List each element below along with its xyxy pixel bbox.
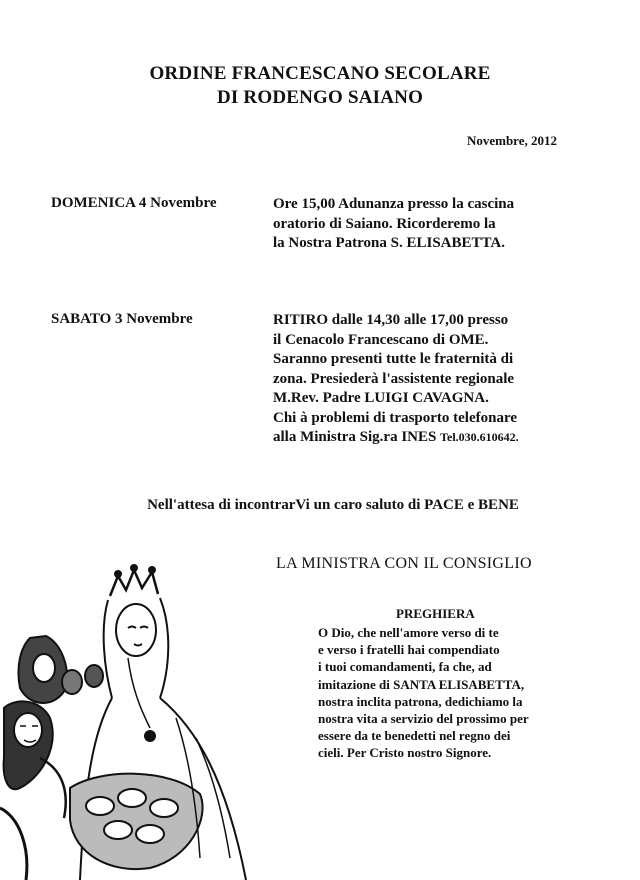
event-sunday-label: DOMENICA 4 Novembre: [51, 195, 217, 211]
event-saturday-label: SABATO 3 Novembre: [51, 311, 193, 327]
prayer-line: i tuoi comandamenti, fa che, ad: [318, 659, 492, 675]
document-title-line1: ORDINE FRANCESCANO SECOLARE: [149, 63, 491, 84]
event-sunday-line: oratorio di Saiano. Ricorderemo la: [273, 215, 496, 232]
greeting-text: Nell'attesa di incontrarVi un caro saluto di PACE e BENE: [147, 497, 519, 513]
document-date: Novembre, 2012: [466, 133, 557, 148]
prayer-line: essere da te benedetti nel regno dei: [318, 728, 511, 744]
prayer-line: O Dio, che nell'amore verso di te: [318, 625, 499, 640]
prayer-line: cieli. Per Cristo nostro Signore.: [318, 745, 492, 761]
saint-elisabeth-illustration: [0, 558, 262, 880]
event-saturday-line: RITIRO dalle 14,30 alle 17,00 presso: [273, 312, 509, 328]
event-sunday-line: Ore 15,00 Adunanza presso la cascina: [273, 196, 515, 212]
prayer-line: e verso i fratelli hai compendiato: [318, 642, 500, 658]
event-saturday-description: [273, 311, 603, 448]
event-sunday-line: la Nostra Patrona S. ELISABETTA.: [273, 235, 505, 251]
event-saturday-contact: alla Ministra Sig.ra INES: [273, 429, 437, 445]
signature-text: LA MINISTRA CON IL CONSIGLIO: [276, 555, 532, 572]
prayer-body: [318, 624, 618, 762]
prayer-line: imitazione di SANTA ELISABETTA,: [318, 676, 525, 692]
event-saturday-line: il Cenacolo Francescano di OME.: [273, 331, 489, 348]
event-saturday-line: Chi à problemi di trasporto telefonare: [273, 409, 518, 426]
event-saturday-line: Saranno presenti tutte le fraternità di: [273, 351, 514, 367]
document-title-line2: DI RODENGO SAIANO: [216, 87, 424, 108]
event-saturday-line: [273, 428, 603, 448]
phone-number: Tel.030.610642.: [440, 430, 519, 444]
prayer-title: PREGHIERA: [396, 606, 475, 621]
prayer-line: nostra inclita patrona, dedichiamo la: [318, 693, 523, 709]
event-saturday-line: zona. Presiederà l'assistente regionale: [273, 370, 515, 387]
event-sunday-description: [273, 195, 603, 254]
prayer-line: nostra vita a servizio del prossimo per: [318, 711, 529, 727]
event-saturday-line: M.Rev. Padre LUIGI CAVAGNA.: [273, 390, 489, 406]
